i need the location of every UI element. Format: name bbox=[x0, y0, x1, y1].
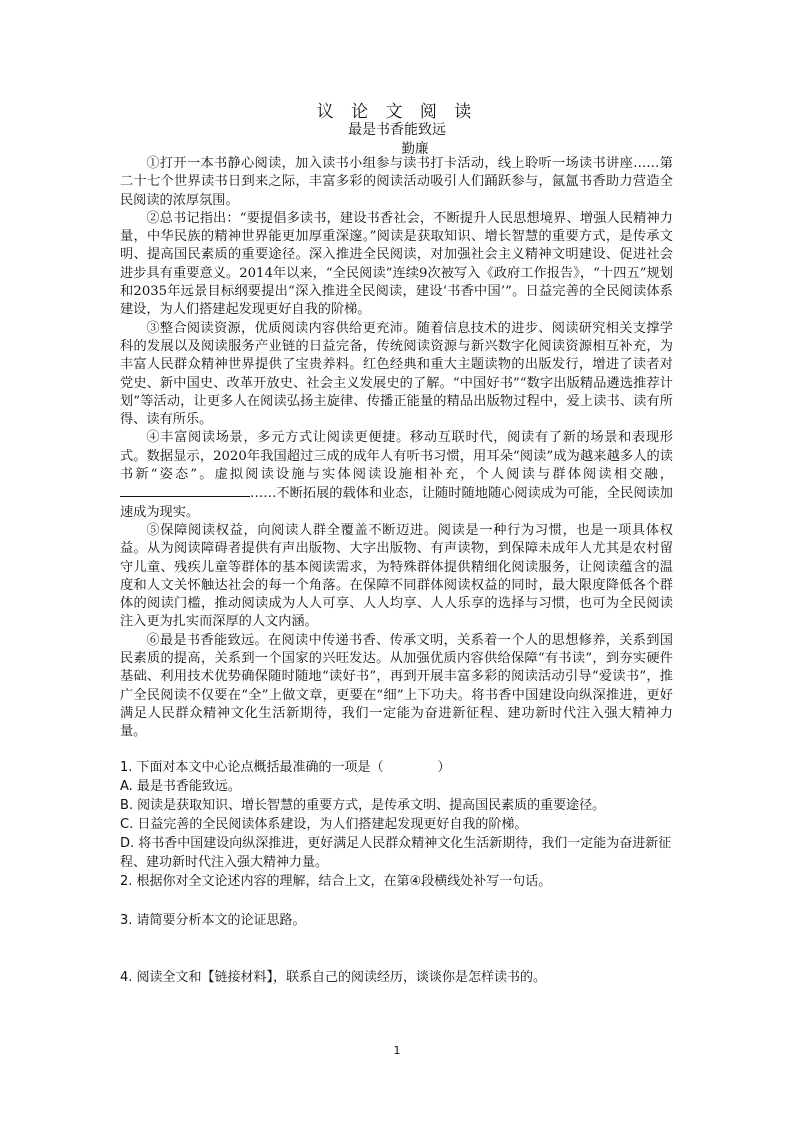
questions-section bbox=[120, 758, 673, 987]
question-1-close: ） bbox=[437, 760, 451, 775]
question-4: 4. 阅读全文和【链接材料】，联系自己的阅读经历，谈谈你是怎样读书的。 bbox=[120, 970, 547, 985]
option-a: A. 最是书香能致远。 bbox=[120, 779, 241, 794]
article-title: 最是书香能致远 bbox=[348, 122, 446, 138]
paragraph-4-before-blank: ④丰富阅读场景，多元方式让阅读更便捷。移动互联时代，阅读有了新的场景和表现形式。数据显示，2020年我国超过三成的成年人有听书习惯，用耳朵“阅读”成为越来越多人的读书新“姿态”。虚拟阅读设施与实体阅读设施相补充，个人阅读与群体阅读相交融， bbox=[120, 430, 673, 483]
article-author: 勤廉 bbox=[401, 141, 429, 157]
option-c: C. 日益完善的全民阅读体系建设，为人们搭建起发现更好自我的阶梯。 bbox=[120, 817, 528, 832]
page-title: 议 论 文 阅 读 bbox=[316, 102, 478, 122]
question-2: 2. 根据你对全文论述内容的理解，结合上文，在第④段横线处补写一句话。 bbox=[120, 874, 552, 889]
paragraph-4 bbox=[120, 429, 673, 521]
answer-space bbox=[120, 930, 673, 968]
option-b: B. 阅读是获取知识、增长智慧的重要方式，是传承文明、提高国民素质的重要途径。 bbox=[120, 798, 606, 813]
question-1 bbox=[120, 758, 673, 777]
paragraph-2: ②总书记指出：“要提倡多读书，建设书香社会，不断提升人民思想境界、增强人民精神力量，中华民族的精神世界能更加厚重深邃。”阅读是获取知识、增长智慧的重要方式，是传承文明、提高国民素质的重要途径。深入推进全民阅读，对加强社会主义精神文明建设、促进社会进步具有重要意义。2014年以来，“全民阅读”连续9次被写入《政府工作报告》，“十四五”规划和2035年远景目标纲要提出“深入推进全民阅读，建设‘书香中国’”。日益完善的全民阅读体系建设，为人们搭建起发现更好自我的阶梯。 bbox=[120, 210, 673, 318]
paragraph-4-after-blank: ……不断拓展的载体和业态，让随时随地随心阅读成为可能，全民阅读加速成为现实。 bbox=[120, 486, 673, 520]
paragraph-1: ①打开一本书静心阅读，加入读书小组参与读书打卡活动，线上聆听一场读书讲座……第二十七个世界读书日到来之际，丰富多彩的阅读活动吸引人们踊跃参与，氤氲书香助力营造全民阅读的浓厚氛围。 bbox=[120, 156, 673, 208]
page-number: 1 bbox=[393, 1044, 401, 1057]
paragraph-3: ③整合阅读资源，优质阅读内容供给更充沛。随着信息技术的进步、阅读研究相关支撑学科的发展以及阅读服务产业链的日益完备，传统阅读资源与新兴数字化阅读资源相互补充，为丰富人民群众精神世界提供了宝贵养料。红色经典和重大主题读物的出版发行，增进了读者对党史、新中国史、改革开放史、社会主义发展史的了解。“中国好书”“数字出版精品遴选推荐计划”等活动，让更多人在阅读弘扬主旋律、传播正能量的精品出版物过程中，爱上读书、读有所得、读有所乐。 bbox=[120, 320, 673, 428]
article-body bbox=[120, 155, 673, 742]
answer-space bbox=[120, 891, 673, 911]
fill-in-blank[interactable] bbox=[120, 484, 250, 497]
option-d: D. 将书香中国建设向纵深推进，更好满足人民群众精神文化生活新期待，我们一定能为奋进新征程、建功新时代注入强大精神力量。 bbox=[120, 836, 672, 870]
paragraph-5: ⑤保障阅读权益，向阅读人群全覆盖不断迈进。阅读是一种行为习惯，也是一项具体权益。从为阅读障碍者提供有声出版物、大字出版物、有声读物，到保障未成年人尤其是农村留守儿童、残疾儿童等群体的基本阅读需求，为特殊群体提供精细化阅读服务，让阅读蕴含的温度和人文关怀触达社会的每一个角落。在保障不同群体阅读权益的同时，最大限度降低各个群体的阅读门槛，推动阅读成为人人可享、人人均享、人人乐享的选择与习惯，也可为全民阅读注入更为扎实而深厚的人文内涵。 bbox=[120, 522, 673, 630]
question-1-text: 1. 下面对本文中心论点概括最准确的一项是（ bbox=[120, 760, 384, 775]
question-3: 3. 请简要分析本文的论证思路。 bbox=[120, 913, 306, 928]
paragraph-6: ⑥最是书香能致远。在阅读中传递书香、传承文明，关系着一个人的思想修养，关系到国民素质的提高，关系到一个国家的兴旺发达。从加强优质内容供给保障“有书读”，到夯实硬件基础、利用技术优势确保随时随地“读好书”，再到开展丰富多彩的阅读活动引导“爱读书”，推广全民阅读不仅要在“全”上做文章，更要在“细”上下功夫。将书香中国建设向纵深推进，更好满足人民群众精神文化生活新期待，我们一定能为奋进新征程、建功新时代注入强大精神力量。 bbox=[120, 632, 673, 740]
